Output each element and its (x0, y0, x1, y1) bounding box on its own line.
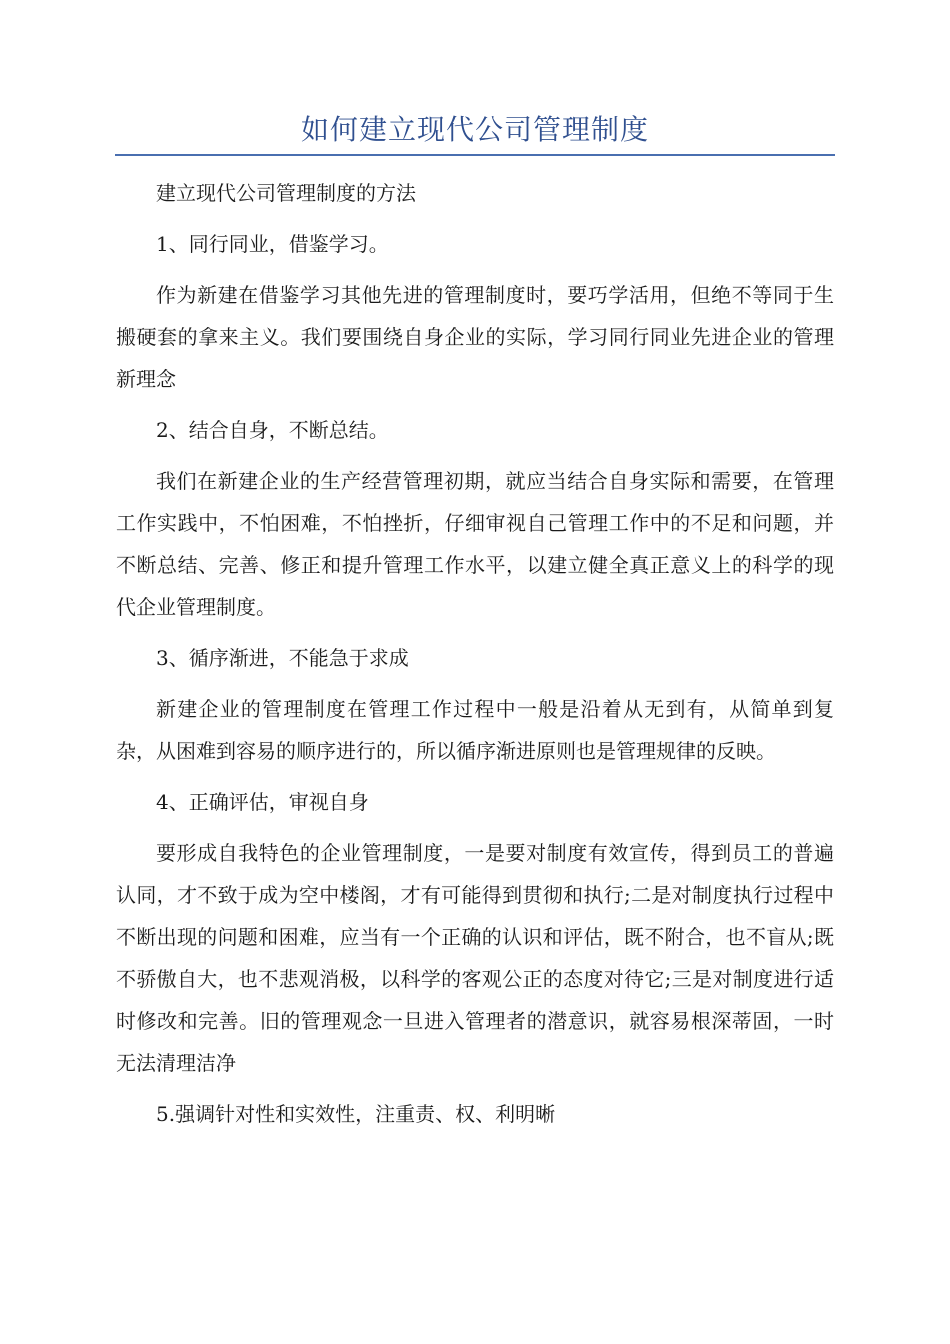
item-heading-2: 2、结合自身，不断总结。 (156, 418, 389, 442)
body-paragraph: 新建企业的管理制度在管理工作过程中一般是沿着从无到有，从简单到复杂，从困难到容易的顺序进行的，所以循序渐进原则也是管理规律的反映。 (116, 697, 834, 763)
item-heading-4: 4、正确评估，审视自身 (156, 790, 369, 814)
item-heading-5: 5.强调针对性和实效性，注重责、权、利明晰 (156, 1102, 556, 1126)
document-title: 如何建立现代公司管理制度 (300, 113, 649, 146)
item-heading-1: 1、同行同业，借鉴学习。 (156, 232, 389, 256)
title-underline (115, 154, 835, 156)
section-heading: 建立现代公司管理制度的方法 (156, 181, 416, 205)
body-paragraph: 我们在新建企业的生产经营管理初期，就应当结合自身实际和需要，在管理工作实践中，不怕困难，不怕挫折，仔细审视自己管理工作中的不足和问题，并不断总结、完善、修正和提升管理工作水平，以建立健全真正意义上的科学的现代企业管理制度。 (116, 469, 834, 619)
body-paragraph: 要形成自我特色的企业管理制度，一是要对制度有效宣传，得到员工的普遍认同，才不致于成为空中楼阁，才有可能得到贯彻和执行;二是对制度执行过程中不断出现的问题和困难，应当有一个正确的认识和评估，既不附合，也不盲从;既不骄傲自大，也不悲观消极，以科学的客观公正的态度对待它;三是对制度进行适时修改和完善。旧的管理观念一旦进入管理者的潜意识，就容易根深蒂固，一时无法清理洁净 (116, 841, 834, 1075)
body-paragraph: 作为新建在借鉴学习其他先进的管理制度时，要巧学活用，但绝不等同于生搬硬套的拿来主义。我们要围绕自身企业的实际，学习同行同业先进企业的管理新理念 (116, 283, 834, 391)
item-heading-3: 3、循序渐进，不能急于求成 (156, 646, 409, 670)
document-body (116, 172, 834, 1144)
